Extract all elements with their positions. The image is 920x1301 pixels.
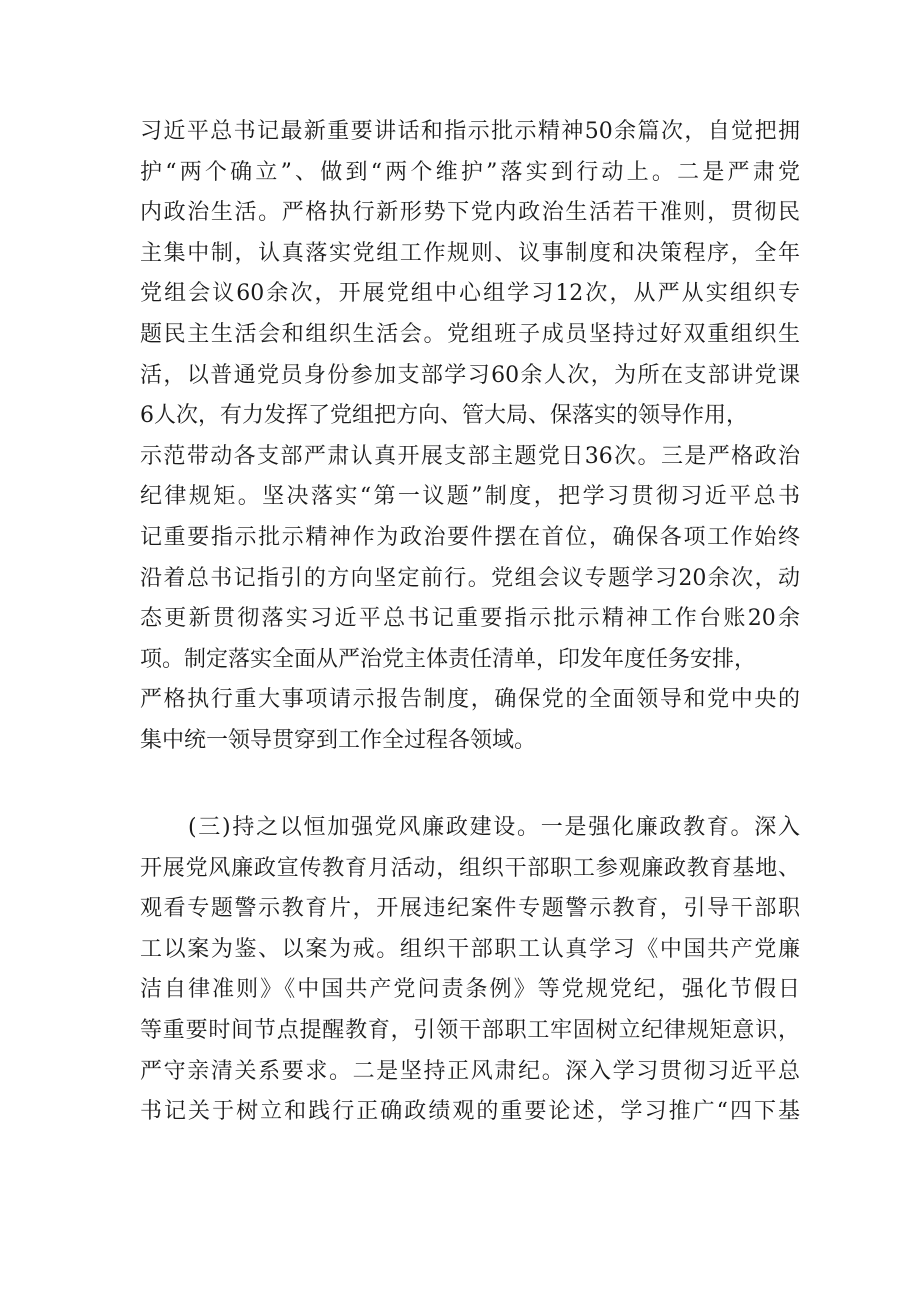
text-line: 等重要时间节点提醒教育，引领干部职工牢固树立纪律规矩意识， xyxy=(140,1017,800,1043)
text-line: 党组会议60余次，开展党组中心组学习12次，从严从实组织专 xyxy=(140,281,800,307)
text-line: 6人次，有力发挥了党组把方向、管大局、保落实的领导作用， xyxy=(140,403,748,429)
paragraph-2 xyxy=(140,808,800,1133)
text-line: 活，以普通党员身份参加支部学习60余人次，为所在支部讲党课 xyxy=(140,362,800,388)
text-line: 沿着总书记指引的方向坚定前行。党组会议专题学习20余次，动 xyxy=(140,565,800,591)
text-line: 项。制定落实全面从严治党主体责任清单，印发年度任务安排， xyxy=(140,646,757,672)
text-line: 记重要指示批示精神作为政治要件摆在首位，确保各项工作始终 xyxy=(140,524,800,550)
text-line: 题民主生活会和组织生活会。党组班子成员坚持过好双重组织生 xyxy=(140,321,800,347)
text-line: 书记关于树立和践行正确政绩观的重要论述，学习推广“四下基 xyxy=(140,1099,800,1125)
text-line: (三)持之以恒加强党风廉政建设。一是强化廉政教育。深入 xyxy=(188,815,800,840)
paragraph-1 xyxy=(140,112,800,762)
text-line: 内政治生活。严格执行新形势下党内政治生活若干准则，贯彻民 xyxy=(140,200,800,226)
text-line: 主集中制，认真落实党组工作规则、议事制度和决策程序，全年 xyxy=(140,240,800,266)
text-line: 观看专题警示教育片，开展违纪案件专题警示教育，引导干部职 xyxy=(140,896,800,922)
text-line: 严守亲清关系要求。二是坚持正风肃纪。深入学习贯彻习近平总 xyxy=(140,1058,800,1084)
text-line: 护“两个确立”、做到“两个维护”落实到行动上。二是严肃党 xyxy=(140,159,800,185)
text-line: 开展党风廉政宣传教育月活动，组织干部职工参观廉政教育基地、 xyxy=(140,855,800,881)
text-line: 集中统一领导贯穿到工作全过程各领域。 xyxy=(140,727,537,753)
text-line: 态更新贯彻落实习近平总书记重要指示批示精神工作台账20余 xyxy=(140,606,800,632)
text-line: 纪律规矩。坚决落实“第一议题”制度，把学习贯彻习近平总书 xyxy=(140,484,800,510)
text-line: 工以案为鉴、以案为戒。组织干部职工认真学习《中国共产党廉 xyxy=(140,936,800,962)
text-line: 示范带动各支部严肃认真开展支部主题党日36次。三是严格政治 xyxy=(140,443,800,469)
text-line: 习近平总书记最新重要讲话和指示批示精神50余篇次，自觉把拥 xyxy=(140,119,800,144)
text-line: 洁自律准则》《中国共产党问责条例》等党规党纪，强化节假日 xyxy=(140,977,800,1003)
text-line: 严格执行重大事项请示报告制度，确保党的全面领导和党中央的 xyxy=(140,687,800,713)
